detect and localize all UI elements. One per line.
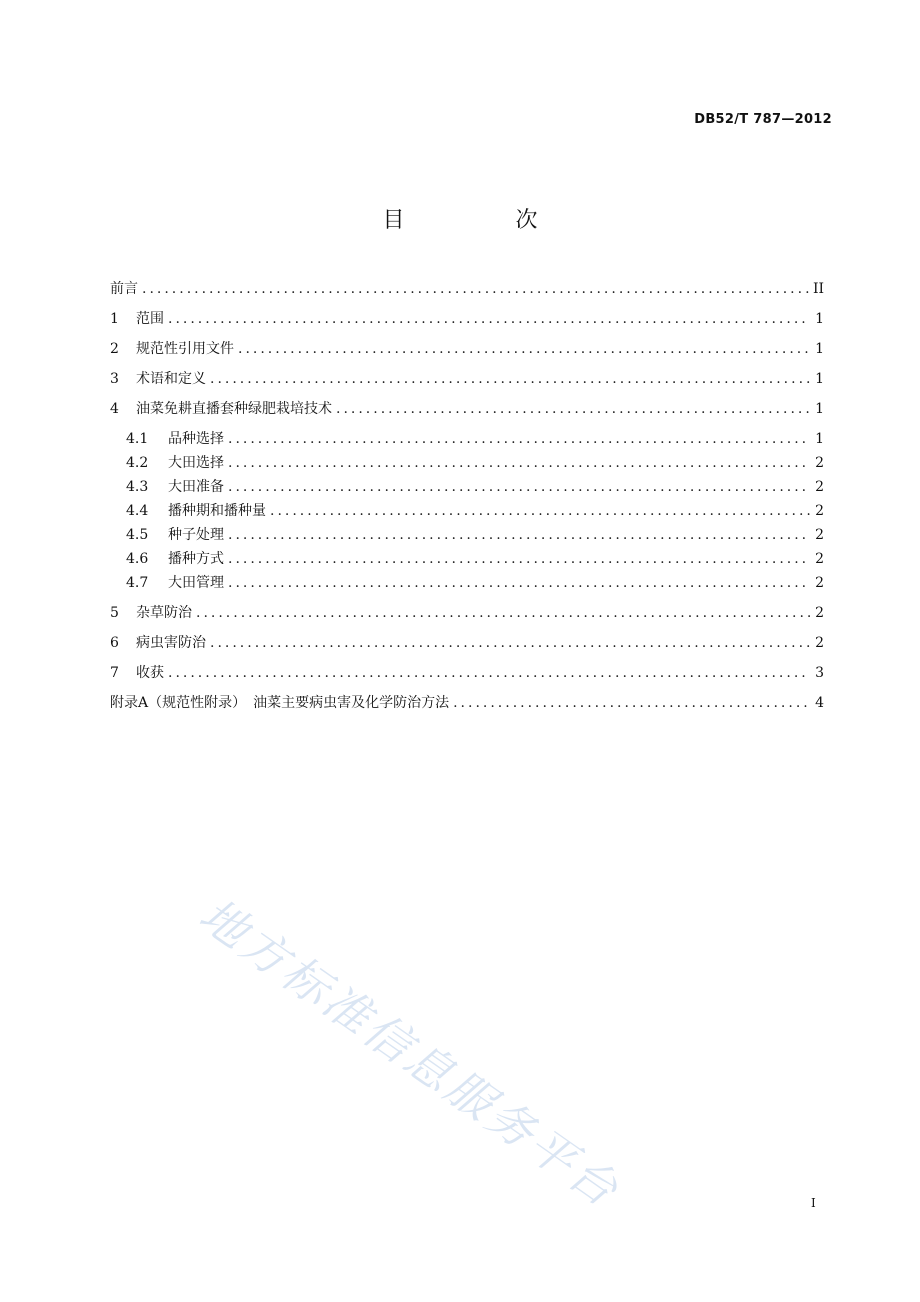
toc-entry-number: 4.4 [126,503,149,519]
toc-entry-title: 附录A（规范性附录） 油菜主要病虫害及化学防治方法 [110,695,450,711]
toc-entry-title: 前言 [110,281,138,297]
dot-leader [168,308,810,330]
toc-entry-title: 油菜免耕直播套种绿肥栽培技术 [136,401,332,417]
toc-entry-appendix-a[interactable] [110,692,824,714]
watermark: 地方标准信息服务平台 [189,887,631,1219]
toc-entry-number: 4.3 [126,479,149,495]
toc-entry-1[interactable] [110,308,824,330]
toc-entry-2[interactable] [110,338,824,360]
toc-entry-title: 种子处理 [168,527,224,543]
toc-entry-number: 6 [110,635,119,651]
toc-entry-title: 大田管理 [168,575,224,591]
toc-entry-page: 2 [815,575,824,591]
toc-entry-foreword[interactable] [110,278,824,300]
dot-leader [336,398,810,420]
toc-entry-4[interactable] [110,398,824,420]
toc-entry-page: 2 [815,455,824,471]
toc-entry-title: 大田准备 [168,479,224,495]
toc-entry-page: 2 [815,479,824,495]
toc-entry-page: 2 [815,503,824,519]
toc-entry-title: 术语和定义 [136,371,206,387]
toc-entry-5[interactable] [110,602,824,624]
toc-entry-page: 1 [815,371,824,387]
toc-entry-4-4[interactable] [126,500,824,522]
toc-entry-title: 播种期和播种量 [168,503,266,519]
toc-entry-title: 播种方式 [168,551,224,567]
toc-entry-title: 范围 [136,311,164,327]
toc-entry-page: 1 [815,311,824,327]
dot-leader [210,368,810,390]
toc-entry-number: 4.6 [126,551,149,567]
dot-leader [196,602,810,624]
toc-entry-title: 杂草防治 [136,605,192,621]
dot-leader [228,476,810,498]
dot-leader [228,548,810,570]
dot-leader [228,428,810,450]
toc-entry-number: 4 [110,401,119,417]
toc-entry-title: 病虫害防治 [136,635,206,651]
toc-entry-number: 5 [110,605,119,621]
dot-leader [453,692,810,714]
standard-code: DB52/T 787—2012 [694,112,832,127]
toc-entry-number: 7 [110,665,119,681]
toc-entry-4-3[interactable] [126,476,824,498]
toc-entry-number: 4.1 [126,431,149,447]
toc-entry-page: 2 [815,635,824,651]
toc-entry-number: 2 [110,341,119,357]
toc-entry-number: 4.7 [126,575,149,591]
toc-entry-page: 1 [815,341,824,357]
toc-entry-title: 规范性引用文件 [136,341,234,357]
toc-entry-title: 大田选择 [168,455,224,471]
dot-leader [228,524,810,546]
dot-leader [238,338,810,360]
toc-entry-number: 1 [110,311,119,327]
toc-entry-page: 2 [815,527,824,543]
toc-title: 目 次 [382,208,590,233]
toc-entry-4-7[interactable] [126,572,824,594]
toc-entry-page: 2 [815,605,824,621]
dot-leader [270,500,810,522]
toc-entry-number: 3 [110,371,119,387]
toc-entry-6[interactable] [110,632,824,654]
dot-leader [228,572,810,594]
toc-entry-page: 1 [815,431,824,447]
toc-entry-3[interactable] [110,368,824,390]
toc-entry-page: 1 [815,401,824,417]
toc-entry-title: 品种选择 [168,431,224,447]
footer-page-number: I [811,1196,816,1210]
toc-entry-page: 2 [815,551,824,567]
toc-entry-4-1[interactable] [126,428,824,450]
dot-leader [228,452,810,474]
toc-entry-page: II [812,281,824,297]
toc-entry-page: 3 [815,665,824,681]
toc-entry-number: 4.5 [126,527,149,543]
toc-entry-number: 4.2 [126,455,149,471]
dot-leader [210,632,810,654]
toc-entry-page: 4 [815,695,824,711]
toc-entry-7[interactable] [110,662,824,684]
toc-entry-title: 收获 [136,665,164,681]
toc-entry-4-6[interactable] [126,548,824,570]
dot-leader [142,278,809,300]
toc-entry-4-2[interactable] [126,452,824,474]
dot-leader [168,662,810,684]
toc-entry-4-5[interactable] [126,524,824,546]
